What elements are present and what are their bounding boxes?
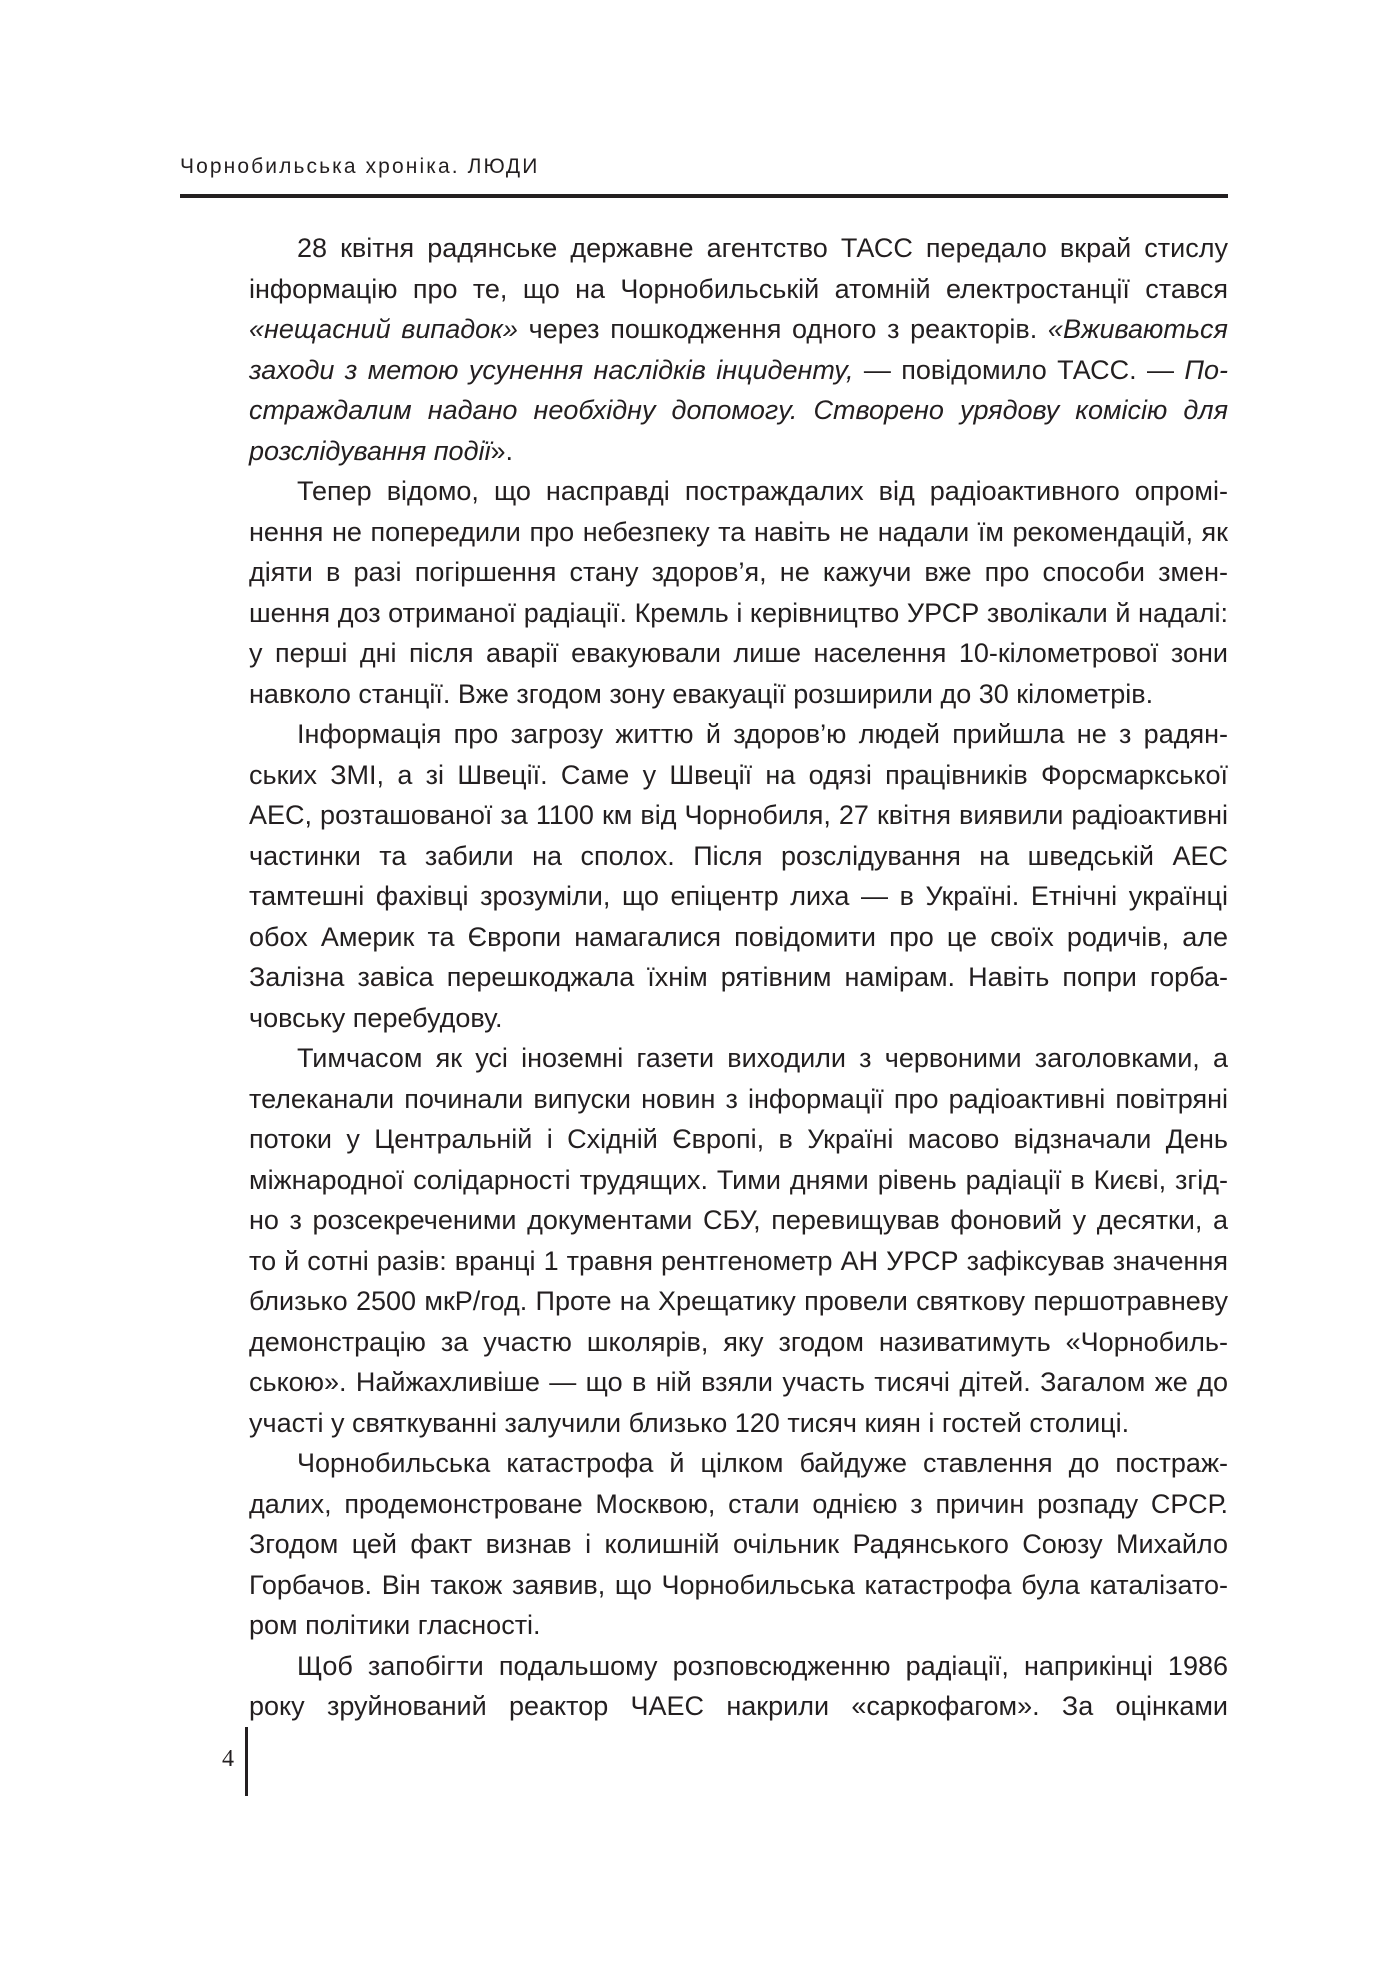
text-span: — повідомило ТАСС. — [853, 354, 1185, 385]
text-span: Тепер відомо, що насправді постраждалих від радіоактивного опромінення не попередили про небезпеку та навіть не надали їм рекомендацій, як діяти в разі погіршення стану здоров’я, не кажучи вже про способи зменшення доз отриманої радіації. Кремль і керівництво УРСР зволікали й надалі: у перші дні після аварії евакуювали лише населення 10-кілометрової зони навколо станції. Вже згодом зону евакуації розширили до 30 кілометрів. [249, 476, 1228, 709]
text-span: Тимчасом як усі іноземні газети виходили з червоними заголовками, а телеканали починали випуски новин з інформації про радіоактивні повітряні потоки у Центральній і Східній Європі, в Україні масово відзначали День міжнародної солідарності трудящих. Тими днями рівень радіації в Києві, згідно з розсекреченими документами СБУ, перевищував фоновий у десятки, а то й сотні разів: вранці 1 травня рентгенометр АН УРСР зафіксував значення близько 2500 мкР/год. Проте на Хрещатику провели святкову першотравневу демонстрацію за участю школярів, яку згодом називатимуть «Чорнобильською». Найжахливіше — що в ній взяли участь тисячі дітей. Загалом же до участі у святкуванні залучили близько 120 тисяч киян і гостей столиці. [249, 1043, 1228, 1438]
text-span: 28 квітня радянське державне агентство ТАСС передало вкрай стислу інформацію про те, що на Чорнобильській атомній електростанції стався [249, 233, 1228, 304]
text-span: Інформація про загрозу життю й здоров’ю людей прийшла не з радянських ЗМІ, а зі Швеції. Саме у Швеції на одязі працівників Форсмаркської АЕС, розташованої за 1100 км від Чорнобиля, 27 квітня виявили радіоактивні частинки та забили на сполох. Після розслідування на шведській АЕС тамтешні фахівці зрозуміли, що епіцентр лиха — в Україні. Етнічні українці обох Америк та Європи намагалися повідомити про це своїх родичів, але Залізна завіса перешкоджала їхнім рятівним намірам. Навіть попри горбачовську перебудову. [249, 719, 1228, 1033]
paragraph [249, 228, 1228, 471]
text-span: ». [490, 435, 514, 466]
header-rule [180, 194, 1228, 198]
italic-text-span: «нещасний випадок» [249, 314, 518, 344]
paragraph [249, 1646, 1228, 1727]
text-span: Щоб запобігти подальшому розповсюдженню радіації, наприкінці 1986 року зруйнований реактор ЧАЕС накрили «саркофагом». За оцінками [249, 1650, 1228, 1721]
paragraph [249, 1038, 1228, 1443]
text-span: через пошкодження одного з реакторів. [517, 314, 1048, 344]
running-head: Чорнобильська хроніка. ЛЮДИ [180, 155, 540, 178]
body-text [249, 228, 1228, 1727]
paragraph [249, 1443, 1228, 1646]
page-number-rule [245, 1727, 248, 1796]
paragraph [249, 471, 1228, 714]
italic-text-span: Постраждалим надано необхідну допомогу. Створено урядову комісію для розслідування події [249, 354, 1228, 466]
page-number: 4 [222, 1746, 234, 1772]
paragraph [249, 714, 1228, 1038]
text-span: Чорнобильська катастрофа й цілком байдуже ставлення до постраждалих, продемонстроване Москвою, стали однією з причин розпаду СРСР. Згодом цей факт визнав і колишній очільник Радянського Союзу Михайло Горбачов. Він також заявив, що Чорнобильська катастрофа була каталізатором політики гласності. [249, 1448, 1228, 1640]
italic-text-span: «Вживаються заходи з метою усунення наслідків інциденту, [249, 314, 1228, 385]
